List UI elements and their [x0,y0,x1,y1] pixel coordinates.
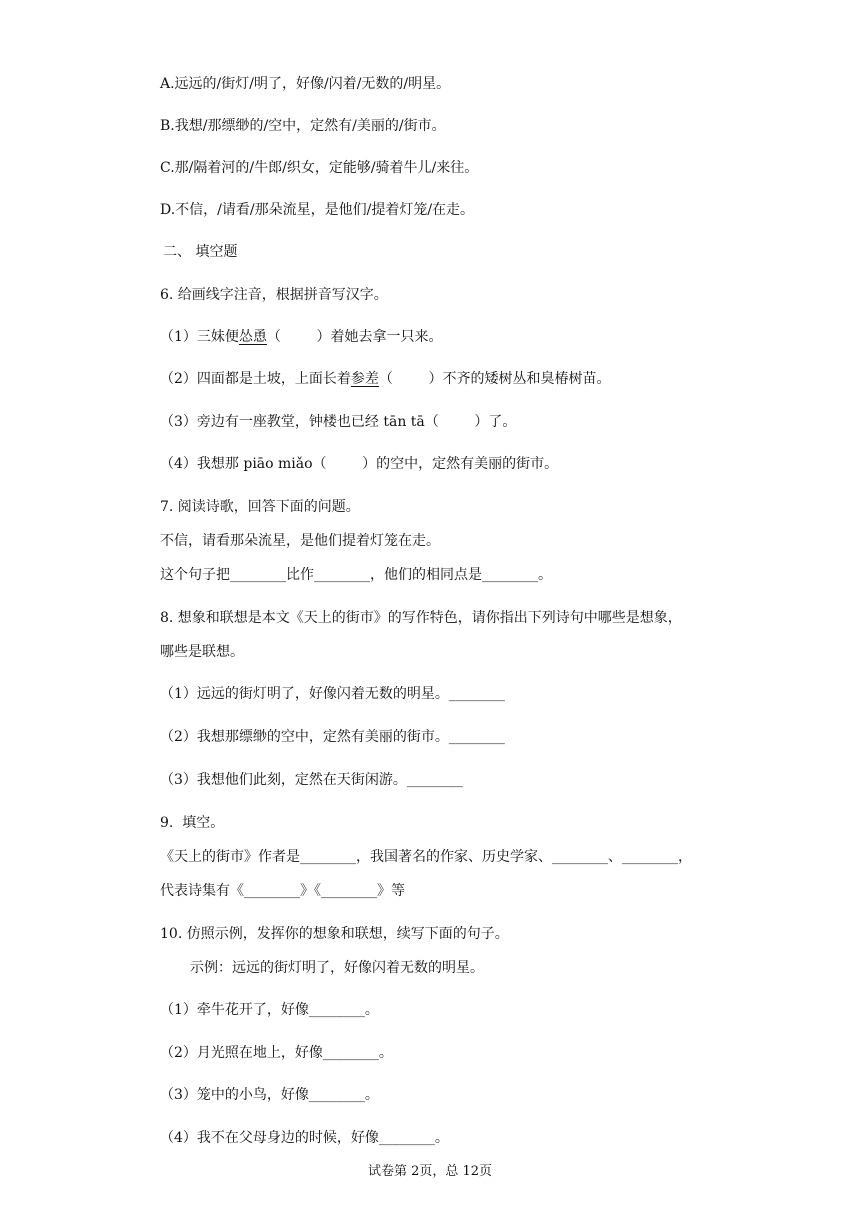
q10-item-4: （4）我不在父母身边的时候，好像________。 [160,1130,449,1146]
q6-title: 6. 给画线字注音，根据拼音写汉字。 [160,287,388,303]
option-d: D.不信，/请看/那朵流星，是他们/提着灯笼/在走。 [160,202,475,218]
q8-title: 8. 想象和联想是本文《天上的街市》的写作特色，请你指出下列诗句中哪些是想象， [160,610,682,626]
q6-item-2-underlined: 参差 [350,371,379,387]
q9-title: 9. 填空。 [160,815,225,831]
q8-item-2: （2）我想那缥缈的空中，定然有美丽的街市。________ [160,729,505,745]
q7-title: 7. 阅读诗歌，回答下面的问题。 [160,499,360,515]
q9-line-1: 《天上的街市》作者是________，我国著名的作家、历史学家、________、________， [160,849,692,865]
option-a: A.远远的/街灯/明了，好像/闪着/无数的/明星。 [160,76,451,92]
page-footer: 试卷第 2页，总 12页 [367,1164,493,1179]
q6-item-3: （3）旁边有一座教堂，钟楼也已经 tān tā（ ）了。 [160,414,517,430]
q6-item-1: （1）三妹便怂恿（ ）着她去拿一只来。 [160,329,443,345]
q6-item-2: （2）四面都是土坡，上面长着参差（ ）不齐的矮树丛和臭椿树苗。 [160,371,611,387]
q6-item-4: （4）我想那 piāo miǎo（ ）的空中，定然有美丽的街市。 [160,456,559,472]
q7-line-1: 不信，请看那朵流星，是他们提着灯笼在走。 [160,533,440,549]
q8-title-cont: 哪些是联想。 [160,644,244,660]
q10-item-1: （1）牵牛花开了，好像________。 [160,1002,379,1018]
q6-item-1-underlined: 怂恿 [238,329,267,345]
q10-example: 示例：远远的街灯明了，好像闪着无数的明星。 [190,960,484,976]
q8-item-1: （1）远远的街灯明了，好像闪着无数的明星。________ [160,686,505,702]
q9-line-2: 代表诗集有《________》《________》等 [160,883,405,899]
option-b: B.我想/那缥缈的/空中，定然有/美丽的/街市。 [160,118,446,134]
q10-item-2: （2）月光照在地上，好像________。 [160,1045,393,1061]
q7-line-2: 这个句子把________比作________，他们的相同点是________。 [160,567,552,583]
option-c: C.那/隔着河的/牛郎/织女，定能够/骑着牛儿/来往。 [160,160,479,176]
section-heading: 二、 填空题 [163,244,238,260]
q10-item-3: （3）笼中的小鸟，好像________。 [160,1087,379,1103]
q10-title: 10. 仿照示例，发挥你的想象和联想，续写下面的句子。 [160,926,509,942]
q8-item-3: （3）我想他们此刻，定然在天街闲游。________ [160,772,463,788]
